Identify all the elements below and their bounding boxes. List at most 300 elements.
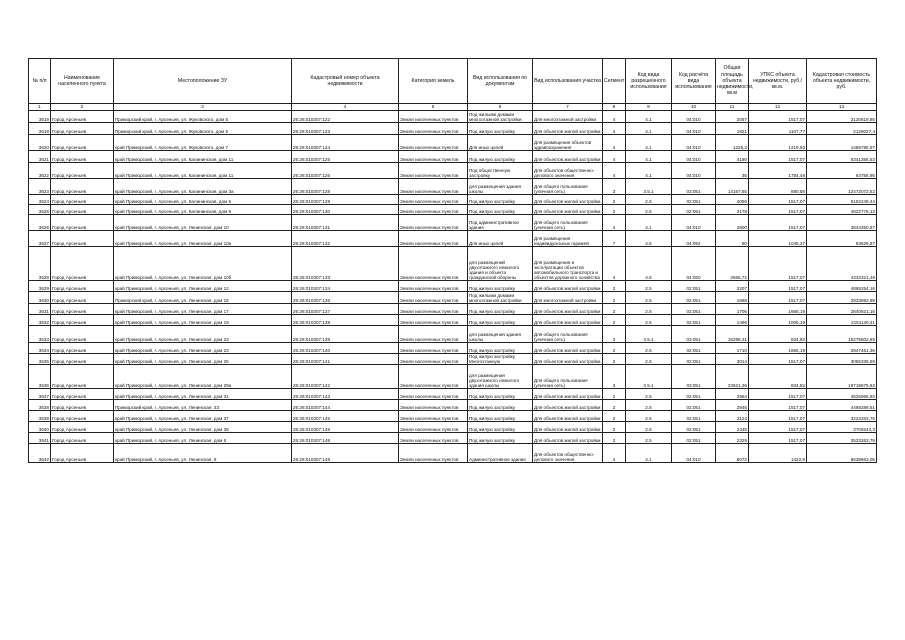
cell-upks: 1517,07 [749,400,807,411]
header-cell: Местоположение ЗУ [114,59,292,104]
table-row [29,400,877,411]
column-number-row [29,104,877,111]
cell-settlement: Город Арсеньев [51,179,114,195]
cell-segment: 2 [603,292,626,304]
cell-actual-use: Для объектов жилой застройки [533,433,603,444]
cell-actual-use: Для объектов общественно-делового значения [533,163,603,179]
cell-cadastral-cost: 3120619,85 [807,111,877,123]
cell-doc-use: для размещения здания школы [468,179,533,195]
cell-settlement: Город Арсеньев [51,315,114,326]
cell-use-code: 2.5 [626,400,672,411]
cell-land-category: Земли населенных пунктов [399,123,468,135]
cell-actual-use: Для объектов общественно-делового значения [533,444,603,463]
cell-land-category: Земли населенных пунктов [399,195,468,205]
cell-actual-use: Для объектов жилой застройки [533,422,603,433]
cell-use-code: 4.1 [626,111,672,123]
cell-cadastral-number: 25:26:010307:125 [292,151,399,163]
cell-land-category: Земли населенных пунктов [399,215,468,231]
cell-actual-use: Для объектов жилой застройки [533,195,603,205]
table-row [29,111,877,123]
cell-settlement: Город Арсеньев [51,354,114,365]
cell-calc-code: 02:051 [672,304,716,315]
cell-location: край Приморский, г. Арсеньев, ул. Калининская, дом 11 [114,151,292,163]
cell-land-category: Земли населенных пунктов [399,179,468,195]
cell-upks: 1517,07 [749,433,807,444]
cell-cadastral-cost: 2840821,16 [807,304,877,315]
header-cell: Наименование населенного пункта [51,59,114,104]
cell-land-category: Земли населенных пунктов [399,365,468,389]
table-row [29,292,877,304]
cell-actual-use: Для объектов жилой застройки [533,400,603,411]
cell-doc-use: Под жилую застройку [468,304,533,315]
cell-calc-code: 04:010 [672,111,716,123]
cell-number: 3642 [29,444,51,463]
cell-land-category: Земли населенных пунктов [399,231,468,247]
cell-doc-use: Под жилыми домами многоэтажной застройки [468,292,533,304]
cell-area: 35 [716,163,749,179]
cell-doc-use: Для иных целей [468,231,533,247]
cell-land-category: Земли населенных пунктов [399,433,468,444]
header-cell: Сегмент [603,59,626,104]
cell-use-code: 4.1 [626,135,672,151]
table-row [29,422,877,433]
cell-location: Приморский край, г. Арсеньев, ул. Жуковского, дом 5 [114,123,292,135]
header-cell: № п/п [29,59,51,104]
cell-doc-use: для размещения здания школы [468,326,533,343]
cell-doc-use: Под жилую застройку [468,123,533,135]
cell-area: 6072 [716,444,749,463]
cell-calc-code: 02:051 [672,400,716,411]
cell-land-category: Земли населенных пунктов [399,111,468,123]
cell-segment: 4 [603,135,626,151]
cell-actual-use: Для общего пользования (уличная сеть) [533,179,603,195]
cell-land-category: Земли населенных пунктов [399,411,468,422]
table-row [29,343,877,354]
cell-location: край Приморский, г. Арсеньев, ул. Ленинская, дом 19 [114,315,292,326]
cell-area: 1225,2 [716,135,749,151]
cell-actual-use: Для объектов жилой застройки [533,281,603,292]
cell-segment: 3 [603,326,626,343]
cell-use-code: 2.5 [626,304,672,315]
cell-cadastral-cost: 3709244,3 [807,422,877,433]
cell-actual-use: Для размещения и эксплуатации объектов автомобильного транспорта и объектов дорожного хозяйства [533,247,603,281]
cell-segment: 2 [603,433,626,444]
cell-segment: 2 [603,205,626,215]
table-row [29,389,877,400]
cell-cadastral-cost: 6152249,44 [807,195,877,205]
cell-cadastral-number: 25:26:010307:136 [292,292,399,304]
cell-area: 2655,71 [716,247,749,281]
cell-calc-code: 04:010 [672,163,716,179]
header-cell: Категория земель [399,59,468,104]
cell-upks: 1045,37 [749,231,807,247]
cell-number: 3635 [29,354,51,365]
cell-calc-code: 02:051 [672,354,716,365]
column-number: 11 [716,104,749,111]
cell-use-code: 2.5 [626,343,672,354]
cell-area: 2800 [716,215,749,231]
cell-location: край Приморский, г. Арсеньев, ул. Ленинская, дом 10б [114,247,292,281]
cell-location: край Приморский, г. Арсеньев, ул. Ленинская, дом 10 [114,215,292,231]
cell-settlement: Город Арсеньев [51,444,114,463]
cell-area: 4180 [716,151,749,163]
cell-doc-use: для размещений двухэтажного нежилого здания и объекта гражданской обороны [468,247,533,281]
cell-number: 3640 [29,422,51,433]
cell-segment: 3 [603,365,626,389]
cell-area: 2946 [716,400,749,411]
cell-settlement: Город Арсеньев [51,135,114,151]
cell-upks: 1517,07 [749,281,807,292]
cell-use-code: 2.5 [626,389,672,400]
column-number: 9 [626,104,672,111]
cell-settlement: Город Арсеньев [51,231,114,247]
cell-land-category: Земли населенных пунктов [399,400,468,411]
cell-cadastral-number: 25:26:010307:145 [292,411,399,422]
cell-area: 1496 [716,315,749,326]
cell-settlement: Город Арсеньев [51,205,114,215]
cell-segment: 2 [603,304,626,315]
cell-settlement: Город Арсеньев [51,163,114,179]
cell-use-code: 2.5 [626,205,672,215]
cell-doc-use: Под жилую застройку [468,400,533,411]
cell-number: 3639 [29,411,51,422]
cell-doc-use: для размещения двухэтажного нежилого здания школы [468,365,533,389]
cell-cadastral-cost: 2833892,99 [807,292,877,304]
cell-number: 3629 [29,281,51,292]
cell-calc-code: 02:051 [672,205,716,215]
column-number: 2 [51,104,114,111]
cell-calc-code: 02:051 [672,315,716,326]
cell-cadastral-cost: 3222263,76 [807,411,877,422]
cell-settlement: Город Арсеньев [51,247,114,281]
cell-cadastral-cost: 3055335,69 [807,354,877,365]
column-number: 5 [399,104,468,111]
cell-settlement: Город Арсеньев [51,215,114,231]
cell-calc-code: 04:092 [672,231,716,247]
cell-segment: 4 [603,163,626,179]
table-row [29,411,877,422]
cell-upks: 1517,07 [749,151,807,163]
cell-doc-use: Под жилую застройку [468,315,533,326]
cell-actual-use: Для объектов жилой застройки [533,343,603,354]
cell-settlement: Город Арсеньев [51,343,114,354]
table-row [29,326,877,343]
cell-settlement: Город Арсеньев [51,123,114,135]
cell-land-category: Земли населенных пунктов [399,151,468,163]
table-row [29,151,877,163]
table-row [29,354,877,365]
cell-calc-code: 03:051 [672,365,716,389]
cell-land-category: Земли населенных пунктов [399,315,468,326]
cell-location: край Приморский, г. Арсеньев, ул. Ленинская, дом 25 [114,354,292,365]
cell-location: край Приморский, г. Арсеньев, ул. Калининская, дом 5 [114,195,292,205]
cell-upks: 1517,07 [749,422,807,433]
cell-land-category: Земли населенных пунктов [399,135,468,151]
cell-area: 23621,36 [716,365,749,389]
cell-area: 1868 [716,292,749,304]
cell-settlement: Город Арсеньев [51,111,114,123]
cell-calc-code: 04:010 [672,215,716,231]
cell-calc-code: 02:051 [672,411,716,422]
cell-number: 3638 [29,400,51,411]
cell-land-category: Земли населенных пунктов [399,326,468,343]
cell-location: Приморский край, г. Арсеньев, ул. Ленинская, 33 [114,400,292,411]
cell-number: 3622 [29,163,51,179]
cell-area: 80 [716,231,749,247]
cell-settlement: Город Арсеньев [51,195,114,205]
cell-calc-code: 02:051 [672,292,716,304]
cell-actual-use: Для объектов жилой застройки [533,151,603,163]
cell-cadastral-cost: 83629,87 [807,231,877,247]
column-number: 12 [749,104,807,111]
cell-land-category: Земли населенных пунктов [399,444,468,463]
cell-location: Приморский край, г. Арсеньев, ул. Жуковского, дом 5 [114,111,292,123]
cell-actual-use: Для объектов жилой застройки [533,205,603,215]
cell-cadastral-cost: 64756,95 [807,163,877,179]
cell-upks: 834,82 [749,365,807,389]
cell-actual-use: Для общего пользования (уличная сеть) [533,365,603,389]
column-number: 13 [807,104,877,111]
cell-upks: 1517,07 [749,292,807,304]
column-number: 7 [533,104,603,111]
cell-calc-code: 03:051 [672,179,716,195]
cell-cadastral-number: 25:26:010307:131 [292,215,399,231]
cell-segment: 4 [603,215,626,231]
cell-actual-use: Для объектов жилой застройки [533,123,603,135]
cell-number: 3624 [29,195,51,205]
cell-calc-code: 02:051 [672,195,716,205]
column-number: 4 [292,104,399,111]
cell-cadastral-cost: 4822776,13 [807,205,877,215]
cell-settlement: Город Арсеньев [51,433,114,444]
cell-use-code: 2.5 [626,281,672,292]
cell-doc-use: Под административное здание [468,215,533,231]
cell-land-category: Земли населенных пунктов [399,292,468,304]
cell-number: 3631 [29,304,51,315]
cell-land-category: Земли населенных пунктов [399,304,468,315]
cell-settlement: Город Арсеньев [51,411,114,422]
cell-land-category: Земли населенных пунктов [399,354,468,365]
cell-doc-use: Под жилую застройку [468,281,533,292]
cell-segment: 4 [603,111,626,123]
cell-segment: 4 [603,247,626,281]
cell-use-code: 4.1 [626,151,672,163]
cell-area: 2329 [716,433,749,444]
cell-cadastral-number: 25:26:010307:142 [292,365,399,389]
cell-use-code: 3.5.1 [626,365,672,389]
cell-doc-use: Под жилую застройку Многоэтажную [468,354,533,365]
table-row [29,247,877,281]
cell-actual-use: Для объектов жилой застройки [533,354,603,365]
cell-upks: 1517,07 [749,205,807,215]
cell-use-code: 3.5.1 [626,179,672,195]
cell-cadastral-number: 25:26:010307:134 [292,281,399,292]
cell-calc-code: 02:051 [672,433,716,444]
cell-use-code: 2.5 [626,411,672,422]
cell-area: 3207 [716,281,749,292]
table-row [29,163,877,179]
cell-number: 3627 [29,231,51,247]
column-number: 8 [603,104,626,111]
cell-doc-use: Под жилую застройку [468,195,533,205]
cell-number: 3619 [29,123,51,135]
cell-calc-code: 04:010 [672,444,716,463]
table-body [29,111,877,463]
cell-calc-code: 04:010 [672,123,716,135]
cell-cadastral-cost: 4469289,51 [807,400,877,411]
cell-segment: 2 [603,315,626,326]
cell-location: край Приморский, г. Арсеньев, ул. Калининская, дом 9 [114,205,292,215]
cell-use-code: 2.5 [626,433,672,444]
cell-segment: 3 [603,179,626,195]
cell-location: край Приморский, г. Арсеньев, ул. Ленинская, дом 6 [114,433,292,444]
cell-cadastral-cost: 3844350,67 [807,215,877,231]
cell-number: 3641 [29,433,51,444]
header-cell: Код расчёта вида использования [672,59,716,104]
cell-segment: 7 [603,231,626,247]
column-number: 6 [468,104,533,111]
cell-settlement: Город Арсеньев [51,304,114,315]
cell-doc-use: Административное здание [468,444,533,463]
cell-cadastral-cost: 8639663,05 [807,444,877,463]
cell-cadastral-number: 25:26:010307:137 [292,304,399,315]
cell-upks: 1665,19 [749,304,807,315]
cell-segment: 2 [603,422,626,433]
cell-segment: 2 [603,400,626,411]
cell-actual-use: Для общего пользования (уличная сеть) [533,326,603,343]
cell-doc-use: Под жилую застройку [468,433,533,444]
cell-cadastral-number: 25:26:010307:139 [292,326,399,343]
cell-calc-code: 02:051 [672,422,716,433]
cell-use-code: 2.5 [626,292,672,304]
cell-actual-use: Для объектов жилой застройки [533,389,603,400]
table-row [29,444,877,463]
cell-cadastral-number: 25:26:010307:128 [292,179,399,195]
cell-location: край Приморский, г. Арсеньев, ул. Калининская, дом 3а [114,179,292,195]
header-cell: УПКС объекта недвижимости, руб./кв.м. [749,59,807,104]
cell-upks: 1517,07 [749,195,807,205]
cell-land-category: Земли населенных пунктов [399,247,468,281]
cell-upks: 1517,07 [749,354,807,365]
cell-settlement: Город Арсеньев [51,292,114,304]
cell-settlement: Город Арсеньев [51,326,114,343]
cell-upks: 1517,07 [749,215,807,231]
cell-use-code: 4.5 [626,231,672,247]
cell-land-category: Земли населенных пунктов [399,422,468,433]
cell-use-code: 4.5 [626,247,672,281]
cell-cadastral-number: 25:26:010307:123 [292,123,399,135]
column-number: 10 [672,104,716,111]
cell-settlement: Город Арсеньев [51,281,114,292]
cell-calc-code: 03:051 [672,326,716,343]
cell-actual-use: Для многоэтажной застройки [533,292,603,304]
cell-number: 3626 [29,215,51,231]
cell-calc-code: 04:050 [672,247,716,281]
table-row [29,123,877,135]
cell-actual-use: Для размещения индивидуальных гаражей [533,231,603,247]
cell-cadastral-number: 25:26:010307:143 [292,389,399,400]
cell-settlement: Город Арсеньев [51,400,114,411]
cell-cadastral-number: 25:26:010307:140 [292,343,399,354]
cadastral-value-table [28,58,877,463]
cell-cadastral-number: 25:26:010307:144 [292,400,399,411]
cell-cadastral-cost: 2847461,36 [807,343,877,354]
cell-number: 3637 [29,389,51,400]
cell-area: 3014 [716,354,749,365]
cell-number: 3633 [29,326,51,343]
cell-cadastral-cost: 19719675,82 [807,365,877,389]
cell-area: 2445 [716,422,749,433]
column-number: 1 [29,104,51,111]
cell-actual-use: Для общего пользования (уличная сеть) [533,215,603,231]
cell-area: 4056 [716,195,749,205]
cell-cadastral-number: 25:26:010307:124 [292,135,399,151]
cell-cadastral-cost: 4526966,93 [807,389,877,400]
cell-use-code: 4.1 [626,444,672,463]
table-row [29,205,877,215]
cell-upks: 1784,48 [749,163,807,179]
cell-settlement: Город Арсеньев [51,422,114,433]
cell-actual-use: Для объектов жилой застройки [533,315,603,326]
header-cell: Кадастровая стоимость объекта недвижимости, руб. [807,59,877,104]
cell-use-code: 2.5 [626,354,672,365]
cell-use-code: 2.5 [626,195,672,205]
cell-use-code: 4.1 [626,123,672,135]
cell-use-code: 2.5 [626,315,672,326]
cell-actual-use: Для размещения объектов здравоохранения [533,135,603,151]
cell-location: край Приморский, г. Арсеньев, ул. Ленинская, дом 12 [114,281,292,292]
cell-number: 3620 [29,135,51,151]
cell-cadastral-cost: 15275802,85 [807,326,877,343]
cell-use-code: 4.1 [626,215,672,231]
header-row [29,59,877,104]
cell-segment: 2 [603,354,626,365]
cell-location: край Приморский, г. Арсеньев, ул. Ленинская, дом 37 [114,411,292,422]
cell-calc-code: 02:051 [672,343,716,354]
cell-cadastral-cost: 3533263,79 [807,433,877,444]
cell-location: край Приморский, г. Арсеньев, ул. Ленинская, дом 23 [114,326,292,343]
cell-number: 3621 [29,151,51,163]
cell-area: 2984 [716,389,749,400]
cell-upks: 834,82 [749,326,807,343]
cell-actual-use: Для многоэтажной застройки [533,111,603,123]
cell-cadastral-number: 25:26:010307:132 [292,231,399,247]
cell-land-category: Земли населенных пунктов [399,343,468,354]
cell-cadastral-number: 25:26:010307:129 [292,195,399,205]
cell-upks: 1107,77 [749,123,807,135]
cell-area: 14167,55 [716,179,749,195]
cell-cadastral-cost: 2128027,4 [807,123,877,135]
cell-number: 3636 [29,365,51,389]
cell-cadastral-number: 25:26:010307:149 [292,444,399,463]
cell-upks: 1005,19 [749,315,807,326]
cell-doc-use: Под жилую застройку [468,422,533,433]
cell-area: 1706 [716,304,749,315]
cell-location: край Приморский, г. Арсеньев, ул. Ленинская, дом 10а [114,231,292,247]
table-row [29,304,877,315]
cell-number: 3634 [29,343,51,354]
table-row [29,433,877,444]
cell-number: 3619 [29,111,51,123]
cell-calc-code: 02:051 [672,389,716,400]
cell-location: край Приморский, г. Арсеньев, ул. Ленинская, дом 17 [114,304,292,315]
cell-use-code: 3.5.1 [626,326,672,343]
cell-upks: 1422,9 [749,444,807,463]
cell-segment: 2 [603,389,626,400]
cell-segment: 4 [603,444,626,463]
cell-cadastral-number: 25:26:010307:141 [292,354,399,365]
cell-actual-use: Для объектов жилой застройки [533,411,603,422]
